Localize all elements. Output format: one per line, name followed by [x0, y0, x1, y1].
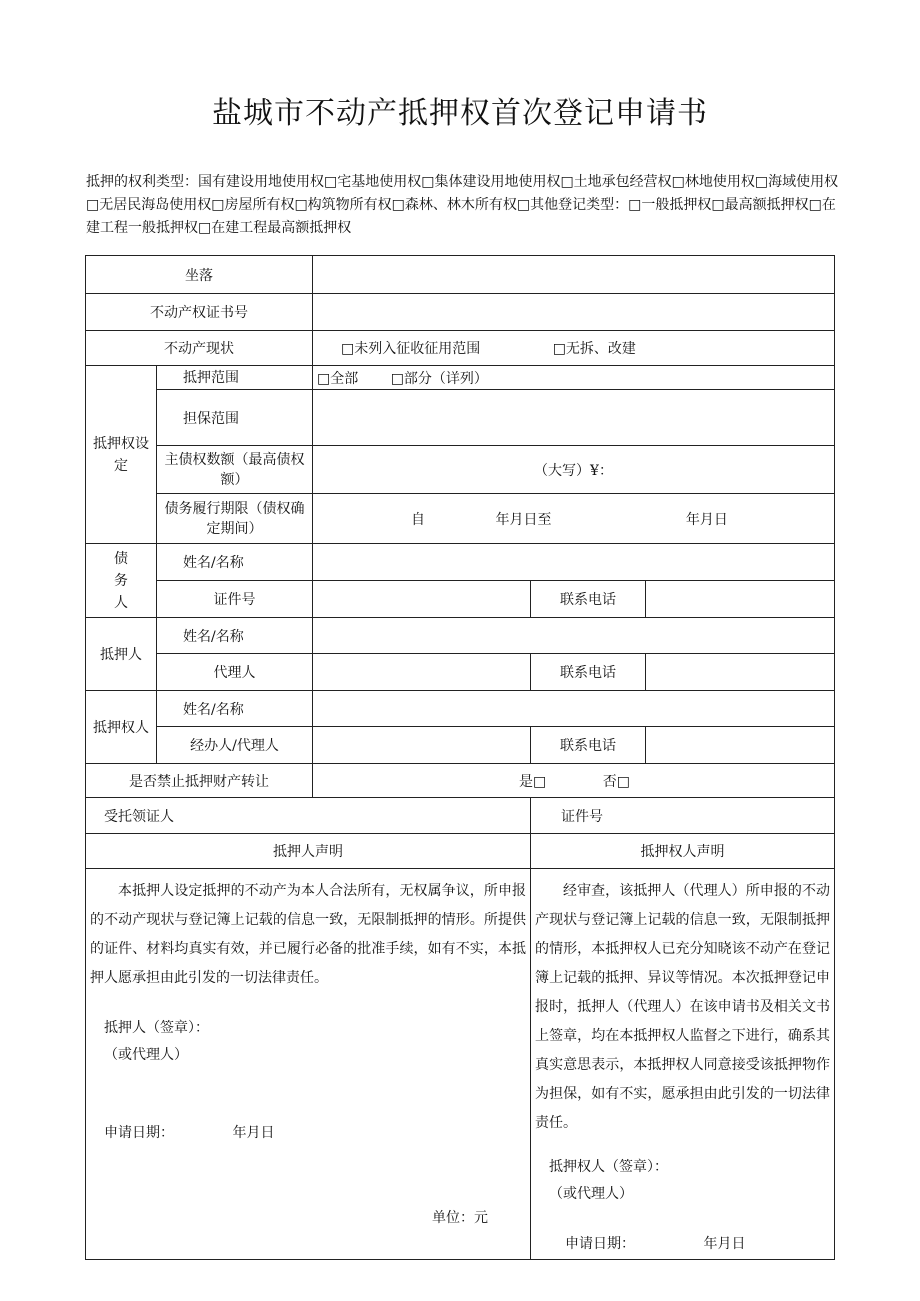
mortgagor-agent-label: 代理人 — [157, 654, 313, 691]
mortgagee-date-label: 申请日期： — [565, 1236, 636, 1252]
prohibit-no-checkbox[interactable]: 否□ — [602, 773, 630, 790]
location-field[interactable] — [313, 256, 835, 294]
mortgagee-declaration-text: 经审查，该抵押人（代理人）所申报的不动产现状与登记簿上记载的信息一致，无限制抵押的情形，本抵押权人已充分知晓该不动产在登记簿上记载的抵押、异议等情况。本次抵押登记申报时，抵押人（代理人）在该申请书及相关文书上签章，均在本抵押权人监督之下进行，确系其真实意思表示，本抵押权人同意接受该抵押物作为担保，如有不实，愿承担由此引发的一切法律责任。 — [535, 883, 831, 1131]
period-from: 自 — [411, 511, 426, 528]
period-mid: 年月日至 — [495, 511, 552, 528]
mortgagee-handler-field[interactable] — [313, 727, 531, 764]
mortgagor-date-label: 申请日期： — [104, 1125, 174, 1141]
mortgagor-date-value[interactable]: 年月日 — [232, 1125, 275, 1141]
guarantee-field[interactable] — [313, 390, 835, 446]
mortgagor-label: 抵押人 — [86, 618, 157, 691]
debtor-name-field[interactable] — [313, 544, 835, 581]
status-checkbox-not-expropriated[interactable]: □未列入征收征用范围 — [341, 341, 481, 357]
mortgagor-agent-field[interactable] — [313, 654, 531, 691]
period-end: 年月日 — [685, 511, 728, 528]
scope-checkbox-all[interactable]: □全部 — [317, 370, 359, 387]
guarantee-label: 担保范围 — [157, 390, 313, 446]
mortgagee-declaration-title: 抵押权人声明 — [531, 834, 835, 869]
setting-label: 抵押权设定 — [86, 366, 157, 544]
debtor-label: 债务人 — [86, 544, 157, 618]
mortgagee-date-value[interactable]: 年月日 — [703, 1236, 746, 1252]
mortgagee-agent-signature-label[interactable]: （或代理人） — [549, 1186, 634, 1202]
debtor-phone-field[interactable] — [646, 581, 835, 618]
period-field[interactable] — [313, 494, 835, 544]
cert-no-label: 不动产权证书号 — [86, 294, 313, 331]
debtor-id-field[interactable] — [313, 581, 531, 618]
entrusted-id-label: 证件号 — [531, 798, 835, 834]
page-title: 盐城市不动产抵押权首次登记申请书 — [212, 96, 708, 131]
debtor-id-label: 证件号 — [157, 581, 313, 618]
scope-label: 抵押范围 — [157, 366, 313, 390]
mortgagor-name-field[interactable] — [313, 618, 835, 654]
mortgagor-phone-label: 联系电话 — [531, 654, 646, 691]
status-label: 不动产现状 — [86, 331, 313, 366]
mortgagor-signature-label[interactable]: 抵押人（签章）： — [104, 1020, 209, 1036]
unit-note: 单位：元 — [432, 1210, 488, 1226]
scope-options — [313, 366, 835, 390]
mortgagor-declaration-title: 抵押人声明 — [86, 834, 531, 869]
debtor-name-label: 姓名/名称 — [157, 544, 313, 581]
right-types-text: 抵押的权利类型：国有建设用地使用权□宅基地使用权□集体建设用地使用权□土地承包经营权□林地使用权□海域使用权□无居民海岛使用权□房屋所有权□构筑物所有权□森林、林木所有权□其他登记类型：□一般抵押权□最高额抵押权□在建工程一般抵押权□在建工程最高额抵押权 — [86, 174, 839, 236]
mortgagor-name-label: 姓名/名称 — [157, 618, 313, 654]
prohibit-yes-checkbox[interactable]: 是□ — [519, 773, 547, 790]
status-options — [313, 331, 835, 366]
amount-field[interactable]: （大写）¥： — [313, 446, 835, 494]
mortgagee-phone-label: 联系电话 — [531, 727, 646, 764]
mortgagor-phone-field[interactable] — [646, 654, 835, 691]
mortgagor-declaration-text: 本抵押人设定抵押的不动产为本人合法所有，无权属争议，所申报的不动产现状与登记簿上记载的信息一致，无限制抵押的情形。所提供的证件、材料均真实有效，并已履行必备的批准手续，如有不实，本抵押人愿承担由此引发的一切法律责任。 — [90, 883, 527, 986]
debtor-phone-label: 联系电话 — [531, 581, 646, 618]
period-label: 债务履行期限（债权确定期间） — [157, 494, 313, 544]
prohibit-transfer-label: 是否禁止抵押财产转让 — [86, 764, 313, 798]
mortgagee-declaration — [531, 869, 835, 1260]
location-label: 坐落 — [86, 256, 313, 294]
entrusted-receiver-label: 受托领证人 — [86, 798, 531, 834]
mortgagee-phone-field[interactable] — [646, 727, 835, 764]
scope-checkbox-part[interactable]: □部分（详列） — [390, 370, 488, 387]
mortgagee-name-field[interactable] — [313, 691, 835, 727]
application-form-table — [85, 255, 835, 1260]
mortgagor-agent-signature-label[interactable]: （或代理人） — [104, 1047, 188, 1063]
mortgagor-declaration — [86, 869, 531, 1260]
prohibit-transfer-options — [313, 764, 835, 798]
mortgagee-name-label: 姓名/名称 — [157, 691, 313, 727]
mortgagee-signature-label[interactable]: 抵押权人（签章）： — [549, 1159, 669, 1175]
mortgagee-handler-label: 经办人/代理人 — [157, 727, 313, 764]
amount-label: 主债权数额（最高债权额） — [157, 446, 313, 494]
mortgagee-label: 抵押权人 — [86, 691, 157, 764]
cert-no-field[interactable] — [313, 294, 835, 331]
status-checkbox-no-rebuild[interactable]: □无拆、改建 — [552, 341, 636, 357]
